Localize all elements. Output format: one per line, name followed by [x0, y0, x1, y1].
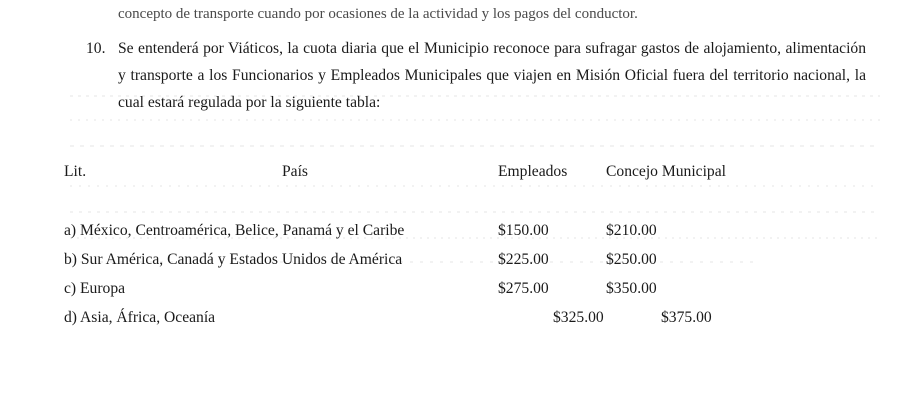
clause-10 — [86, 35, 866, 116]
row-empleados: $225.00 — [498, 251, 549, 268]
row-label: b) Sur América, Canadá y Estados Unidos de América — [64, 251, 403, 268]
previous-clause-fragment: concepto de transporte cuando por ocasiones de la actividad y los pagos del conductor. — [118, 6, 638, 22]
row-label: c) Europa — [64, 280, 126, 297]
header-concejo: Concejo Municipal — [606, 163, 726, 180]
row-empleados: $275.00 — [498, 280, 549, 297]
row-empleados: $150.00 — [498, 222, 549, 239]
clause-number: 10. — [86, 40, 106, 57]
row-empleados: $325.00 — [553, 309, 604, 326]
row-concejo: $250.00 — [606, 251, 657, 268]
row-concejo: $210.00 — [606, 222, 657, 239]
row-concejo: $375.00 — [661, 309, 712, 326]
row-label: d) Asia, África, Oceanía — [64, 309, 216, 326]
header-lit: Lit. — [64, 163, 87, 180]
header-empleados: Empleados — [498, 163, 568, 180]
header-pais: País — [282, 163, 308, 180]
row-label: a) México, Centroamérica, Belice, Panamá y el Caribe — [64, 222, 405, 239]
clause-text: Se entenderá por Viáticos, la cuota diaria que el Municipio reconoce para sufragar gastos de alojamiento, alimentación y transporte a los Funcionarios y Empleados Municipales que viajen en Misión Oficial fuera del territorio nacional, la cual estará regulada por la siguiente tabla: — [118, 40, 866, 111]
row-concejo: $350.00 — [606, 280, 657, 297]
